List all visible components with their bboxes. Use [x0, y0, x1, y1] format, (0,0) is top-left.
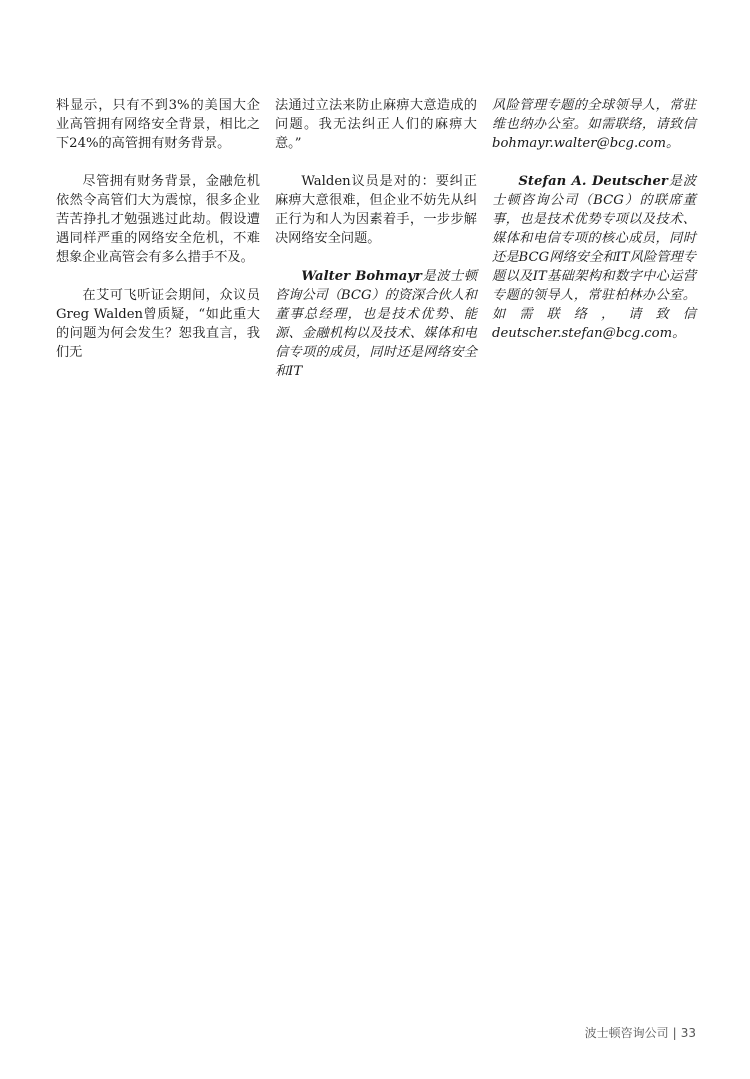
- author-bio-deutscher: [492, 172, 696, 343]
- author-bio-bohmayr-continued: 风险管理专题的全球领导人，常驻维也纳办公室。如需联络，请致信bohmayr.walter@bcg.com。: [492, 98, 696, 151]
- footer-separator: |: [672, 1026, 677, 1040]
- text-column-1: [56, 96, 260, 381]
- text-column-2: [275, 96, 477, 400]
- author-name-deutscher: Stefan A. Deutscher: [518, 174, 668, 189]
- paragraph-hearing-quote: 在艾可飞听证会期间，众议员Greg Walden曾质疑，“如此重大的问题为何会发生？恕我直言，我们无: [56, 288, 260, 360]
- paragraph-financial-crisis: 尽管拥有财务背景，金融危机依然令高管们大为震惊，很多企业苦苦挣扎才勉强逃过此劫。假设遭遇同样严重的网络安全危机，不难想象企业高管会有多么措手不及。: [56, 174, 260, 265]
- footer-company-name: 波士顿咨询公司: [584, 1026, 669, 1040]
- author-name-bohmayr: Walter Bohmayr: [301, 269, 422, 284]
- page-footer: [585, 1024, 696, 1041]
- author-bio-deutscher-text: 是波士顿咨询公司（BCG）的联席董事，也是技术优势专项以及技术、媒体和电信专项的核心成员，同时还是BCG网络安全和IT风险管理专题以及IT基础架构和数字中心运营专题的领导人，常驻柏林办公室。如需联络，请致信deutscher.stefan@bcg.com。: [492, 174, 696, 341]
- paragraph-quote-end: 法通过立法来防止麻痹大意造成的问题。我无法纠正人们的麻痹大意。”: [275, 98, 477, 151]
- page-number: 33: [680, 1026, 696, 1040]
- paragraph-walden-right: Walden议员是对的：要纠正麻痹大意很难，但企业不妨先从纠正行为和人为因素着手，一步步解决网络安全问题。: [275, 174, 477, 246]
- author-bio-bohmayr: [275, 267, 477, 381]
- paragraph-continued: 料显示，只有不到3%的美国大企业高管拥有网络安全背景，相比之下24%的高管拥有财务背景。: [56, 98, 260, 151]
- text-column-3: [492, 96, 696, 362]
- author-bio-bohmayr-text: 是波士顿咨询公司（BCG）的资深合伙人和董事总经理，也是技术优势、能源、金融机构以及技术、媒体和电信专项的成员，同时还是网络安全和IT: [275, 269, 477, 379]
